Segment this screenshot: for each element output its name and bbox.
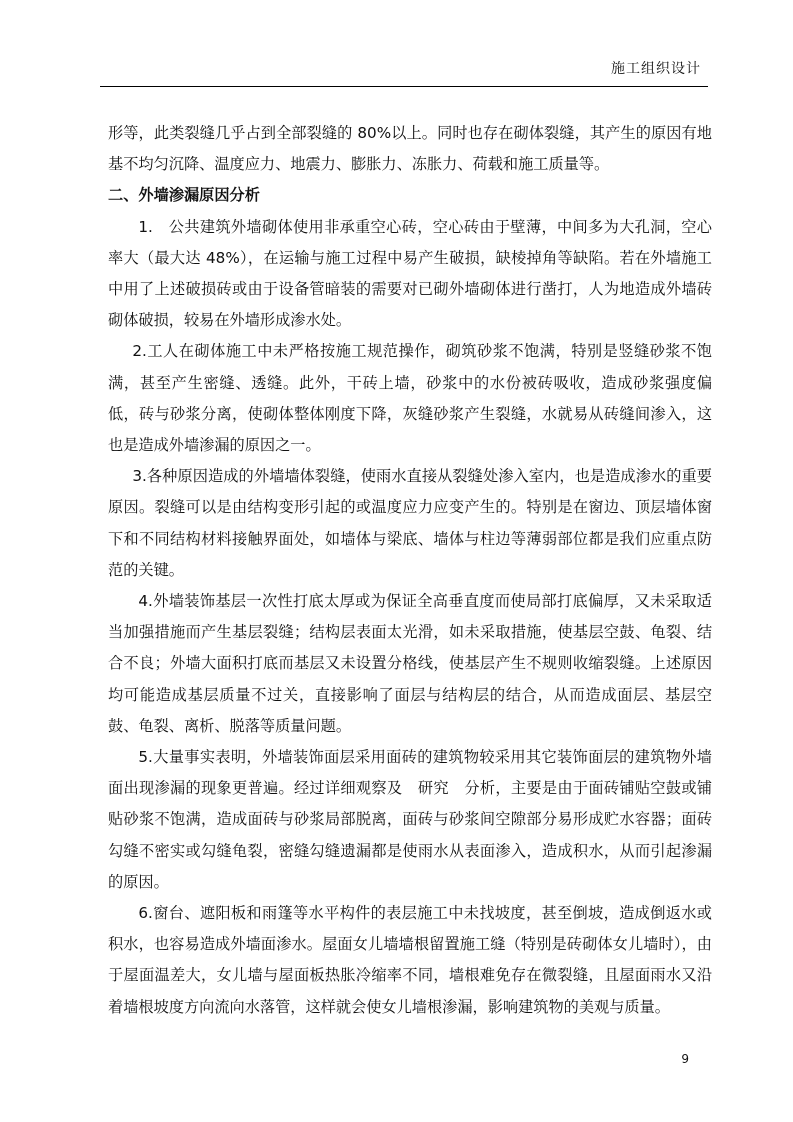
paragraph-2: 2.工人在砌体施工中未严格按施工规范操作，砌筑砂浆不饱满，特别是竖缝砂浆不饱满，甚至产生密缝、透缝。此外，干砖上墙，砂浆中的水份被砖吸收，造成砂浆强度偏低，砖与砂浆分离，使砌体整体刚度下降，灰缝砂浆产生裂缝，水就易从砖缝间渗入，这也是造成外墙渗漏的原因之一。 <box>108 342 712 455</box>
document-body <box>108 118 712 1023</box>
running-header: 施工组织设计 <box>611 61 701 77</box>
paragraph-3: 3.各种原因造成的外墙墙体裂缝，使雨水直接从裂缝处渗入室内，也是造成渗水的重要原因。裂缝可以是由结构变形引起的或温度应力应变产生的。特别是在窗边、顶层墙体窗下和不同结构材料接触界面处，如墙体与梁底、墙体与柱边等薄弱部位都是我们应重点防范的关键。 <box>108 467 712 579</box>
paragraph-4: 4.外墙装饰基层一次性打底太厚或为保证全高垂直度而使局部打底偏厚，又未采取适当加强措施而产生基层裂缝；结构层表面太光滑，如未采取措施，使基层空鼓、龟裂、结合不良；外墙大面积打底而基层又未设置分格线，使基层产生不规则收缩裂缝。上述原因均可能造成基层质量不过关，直接影响了面层与结构层的结合，从而造成面层、基层空鼓、龟裂、离析、脱落等质量问题。 <box>108 592 712 735</box>
section-heading: 二、外墙渗漏原因分析 <box>108 186 260 205</box>
page-number: 9 <box>681 1052 689 1066</box>
paragraph-6: 6.窗台、遮阳板和雨篷等水平构件的表层施工中未找坡度，甚至倒坡，造成倒返水或积水，也容易造成外墙面渗水。屋面女儿墙墙根留置施工缝（特别是砖砌体女儿墙时），由于屋面温差大，女儿墙与屋面板热胀冷缩率不同，墙根难免存在微裂缝，且屋面雨水又沿着墙根坡度方向流向水落管，这样就会使女儿墙根渗漏，影响建筑物的美观与质量。 <box>108 904 712 1016</box>
header-divider <box>100 86 708 87</box>
paragraph-5: 5.大量事实表明，外墙装饰面层采用面砖的建筑物较采用其它装饰面层的建筑物外墙面出现渗漏的现象更普遍。经过详细观察及 研究 分析，主要是由于面砖铺贴空鼓或铺贴砂浆不饱满，造成面砖与砂浆局部脱离，面砖与砂浆间空隙部分易形成贮水容器；面砖勾缝不密实或勾缝龟裂，密缝勾缝遗漏都是使雨水从表面渗入，造成积水，从而引起渗漏的原因。 <box>108 748 712 891</box>
intro-paragraph: 形等，此类裂缝几乎占到全部裂缝的 80%以上。同时也存在砌体裂缝，其产生的原因有地基不均匀沉降、温度应力、地震力、膨胀力、冻胀力、荷载和施工质量等。 <box>108 124 712 174</box>
paragraph-1: 1. 公共建筑外墙砌体使用非承重空心砖，空心砖由于壁薄，中间多为大孔洞，空心率大（最大达 48%），在运输与施工过程中易产生破损，缺棱掉角等缺陷。若在外墙施工中用了上述破损砖或由于设备管暗装的需要对已砌外墙砌体进行凿打，人为地造成外墙砖砌体破损，较易在外墙形成渗水处。 <box>108 217 712 330</box>
